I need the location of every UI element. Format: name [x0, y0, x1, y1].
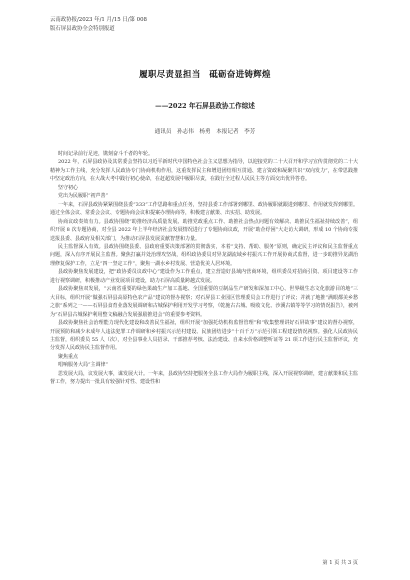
paragraph: 县政协聚焦社会治理能力现代化建设和改善民生福祉，组织开展“加强托幼机构监督管理”和“收集整理讲好石屏故事”建议的督办视察，开展预防和减少未成年人违法犯罪工作调研和乡村振兴示范村建设、民族团结进步“十百千万”示范引领工程建设情况视察。强化人民政协民主监督，组织委员 55 人（次），对全县事业人员招录、干部推荐考核、法治建设、自来水价格调整听证等 21 项工作进行民主监督评议，充分发挥人民政协民主监督作用。	[50, 320, 358, 352]
source-header	[50, 16, 147, 35]
page-number: 第 1 页 共 3 页	[322, 560, 358, 566]
paragraph: 县政协聚焦双发展，“云南省重要的绿色果疏生产加工基地、全国重要的豆制品生产研发和深加工中心、世界级生态文化旅游目的地”三大目标，组织开展“做强石屏县高原特色农产品”建议的督办视察；对石屏县工业园区管理委员会工作进行了评议；并就了地推“满眼都美乡愁之旅”系列之一——石屏县食育业落发展调研和古城保护利用开发学习考察，《乾施古古城、吸收文化、沙溪古镇等等学习的情况报告》，被列为“石屏县古城保护利用整文稿融合发展强励推进会”的重要参考资料。	[50, 286, 358, 318]
source-line-2: 版石屏县政协全会特别报道	[50, 26, 115, 33]
section-subheading: 党出为民履职“初声善”	[58, 193, 109, 200]
paragraph: 县政协聚焦发展建设，把“政协委员议政中心”建设作为工作重点，建立营造好县域内营商环境，组织委员对招商引资、项目建设等工作进行视察调研，积极推动产业发展项目建设，助力石屏高质量跨越式发展。	[50, 269, 358, 284]
article-body	[50, 150, 358, 387]
article-subtitle: ——2022 年石屏县政协工作综述	[155, 102, 255, 110]
paragraph: 时间记录前行足迹，镌刻奋斗千者的年轮。	[58, 151, 154, 157]
paragraph: 2022 年，石屏县政协及其常委会坚持以习近平新时代中国特色社会主义思想为指导，以迎接党的二十大召开和学习宣传贯彻党的二十大精神为工作主线，充分发挥人民政协专门协商机构作用，这重发挥民主和增进团结相互贯通、建言资政和凝聚共识“双向发力”，在带思践推中坚定政治方向，在大战大考中践行初心使命，在赶超发展中履职尽责，在践行全过程人民民主等方面交出优异答卷。	[50, 159, 358, 183]
section-subheading: 唱响服务大局“主调律”	[58, 362, 109, 369]
paragraph: 思发展大局，议发展大事，谋发展大计。一年来，县政协坚持把服务全县工作大局作为履职主线，深入开展视察调研，建言献策和民主监督工作，努力提出一批具有较强针对性、建设性和	[50, 370, 359, 386]
paragraph: 民主监督深入有效。县政协围绕县委、县政府重要决策部署的贯彻落实，本着“支持、帮助、服务”原则，确定民主评议和民主监督重点问题，深入有序开展民主监督。聚焦打赢并处治理攻坚战，组织政协委员对异龙湖流域乡村振兴工作开展协商式监督，进一步助推异龙湖治理修复保护工作，立足“四一坚定工作”，聚焦一湖水乡村发展、营造优美人居环境。	[50, 243, 358, 267]
paragraph: 一年来，石屏县政协紧紧围绕县委“333”工作思路和重点任务，坚持县委工作部署到哪里、政协履职就跟进到哪里、作用就发挥到哪里。通过全体会议、常委会会议、专题协商会议和提案办理协商等，积极建言献策、出实招、助发展。	[50, 201, 358, 217]
paragraph: 协商议政奏效有力。县政协围绕“助推经济高质量发展、助推党政重点工作、助推社会热点问题有效解决、助推民生福祉持续改善”，组织开展 8 次专题协商，对全县 2022 年上半年经济社会发展情况进行了专题协商议政，开展“助企纾困”大走访大调研，形成 10 个协商专报送报县委、县政府及相关部门，为推动石屏县发展贡献智慧和力量。	[50, 218, 358, 242]
source-line-1: 云南政协报/2023 年/1 月/15 日/第 008	[50, 17, 147, 23]
section-heading: 坚守初心	[58, 184, 79, 191]
article-byline: 通讯员 孙志伟 杨勇 本报记者 李芳	[154, 129, 256, 135]
article-title: 履职尽责显担当 砥砺奋进铸辉煌	[139, 69, 271, 79]
section-heading: 聚焦重点	[58, 353, 79, 360]
